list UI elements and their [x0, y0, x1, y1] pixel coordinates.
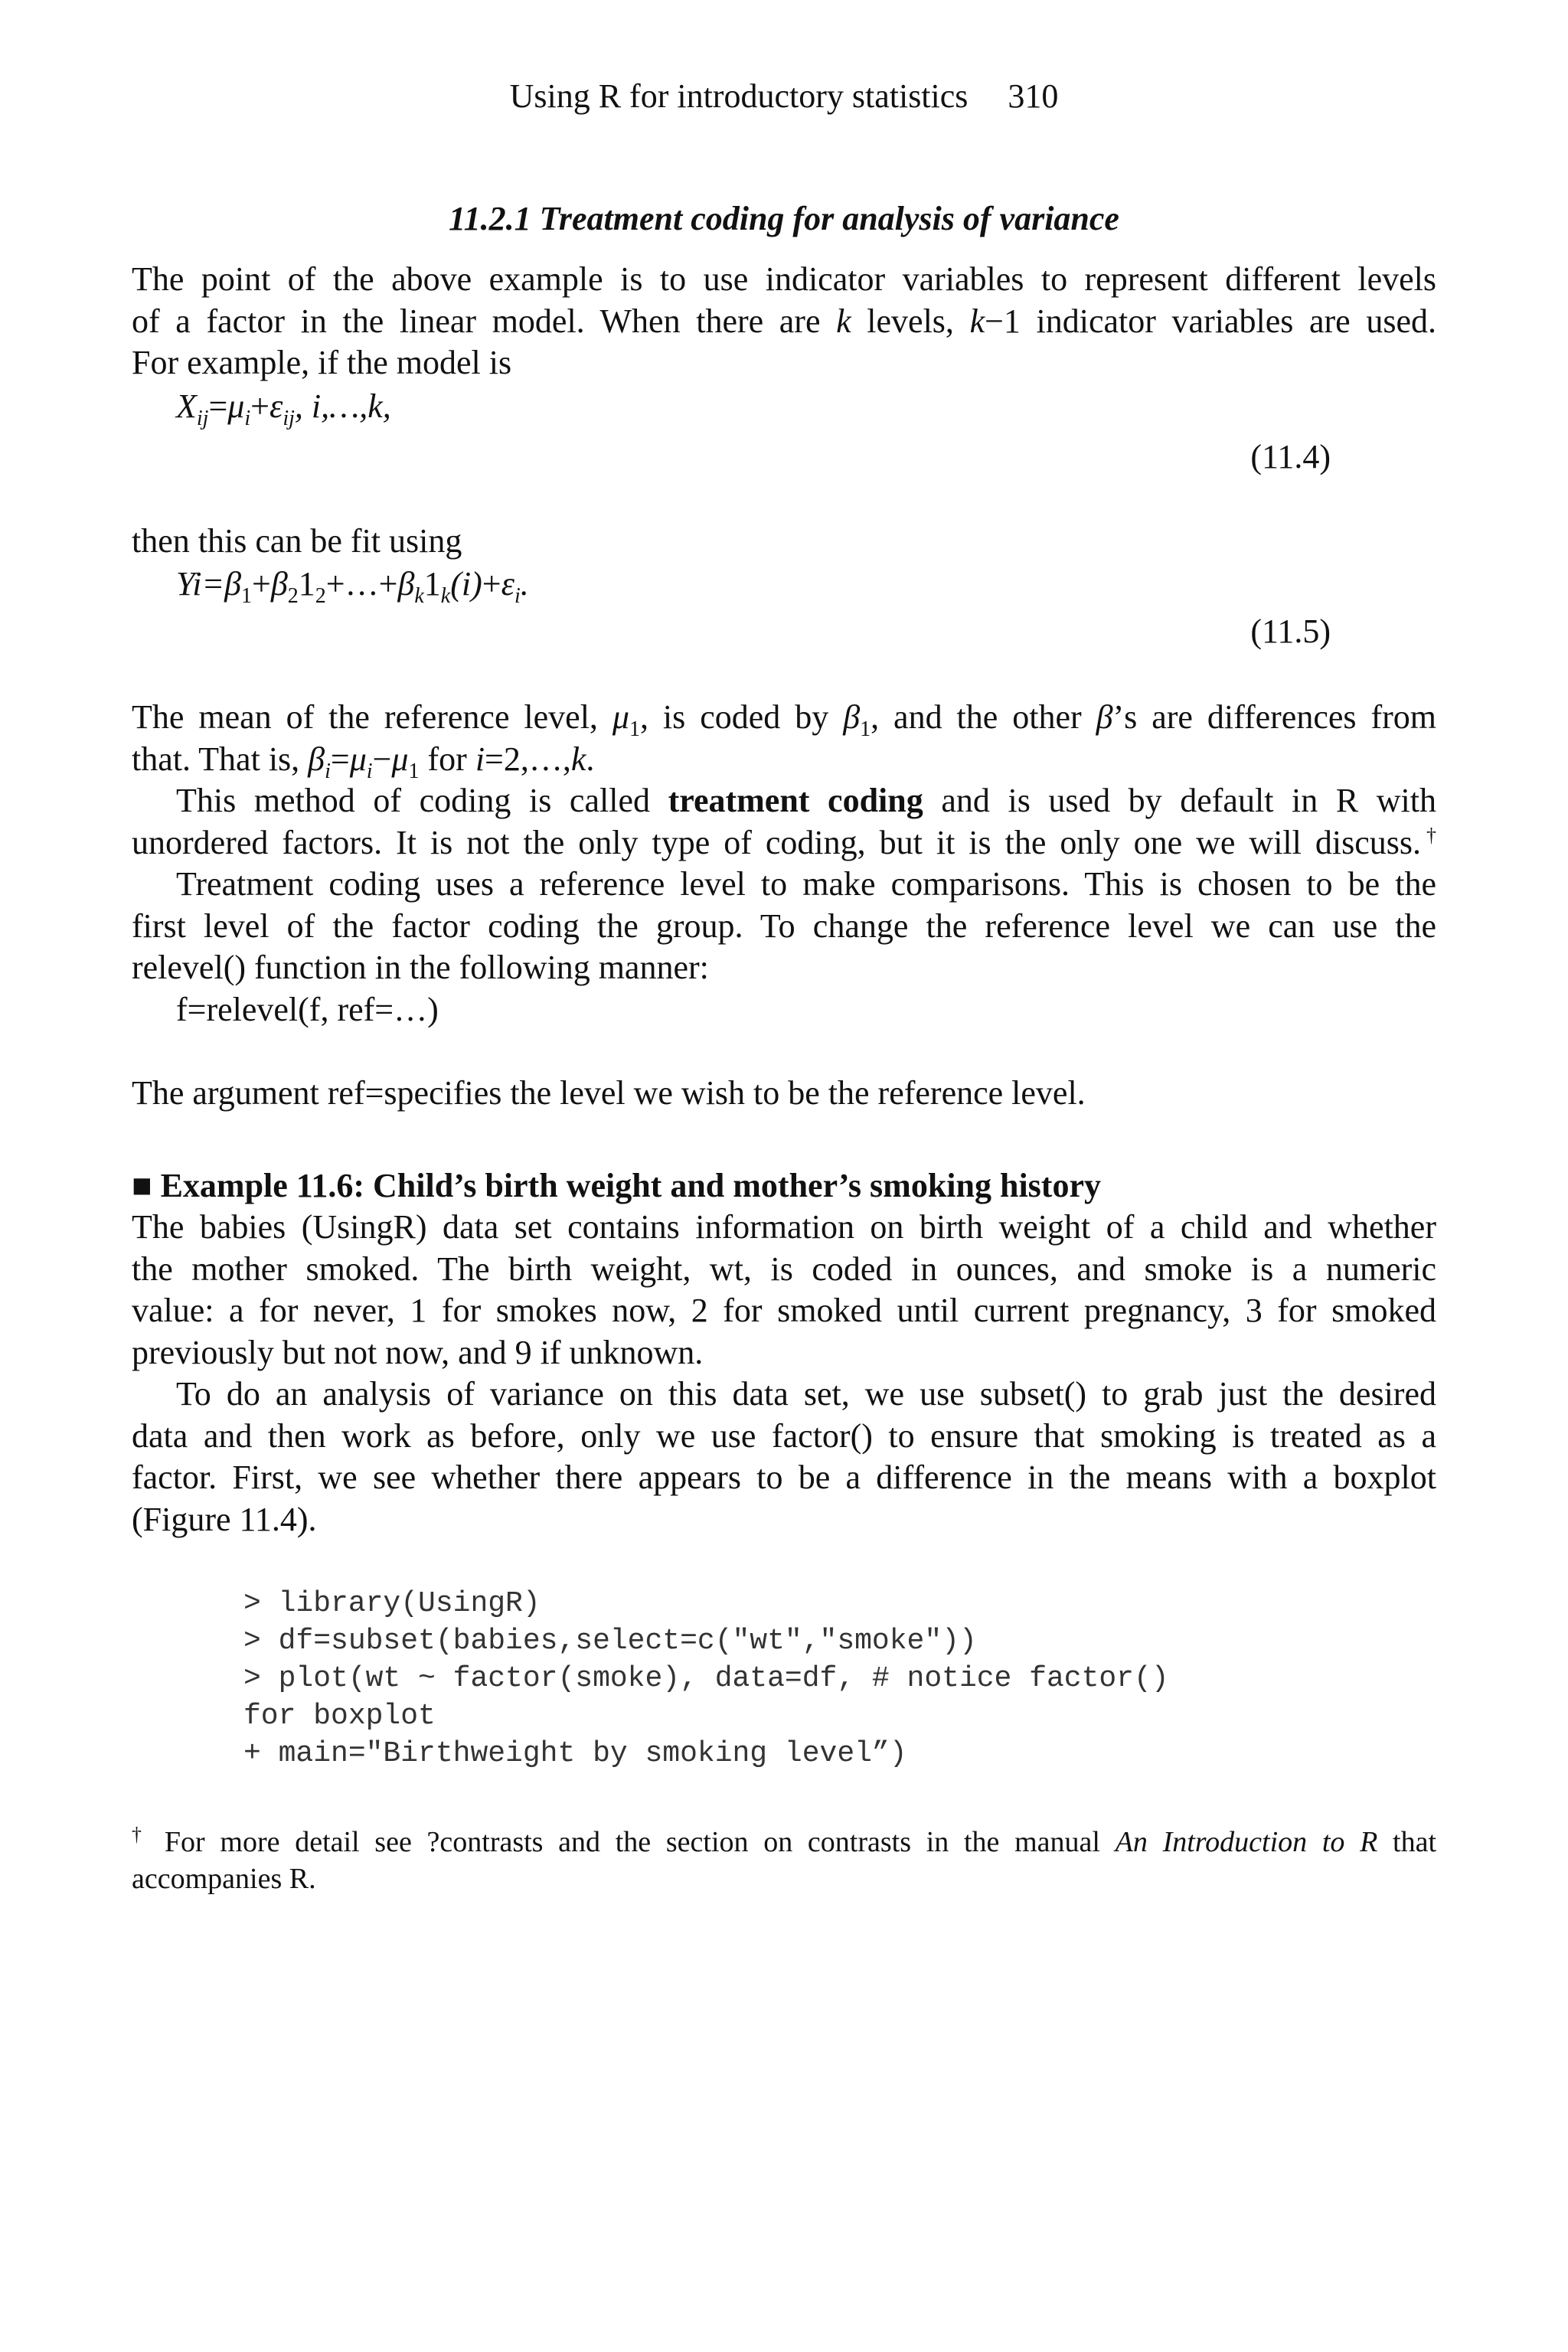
eq-subscript: i — [514, 583, 521, 608]
text-run: The mean of the reference level, — [132, 698, 612, 736]
text-line: (Figure 11.4). — [132, 1500, 317, 1538]
code-line: for boxplot — [243, 1700, 436, 1733]
footnote — [132, 1824, 1436, 1897]
eq-symbol: β — [397, 565, 415, 603]
text-run: =2,…, — [485, 740, 571, 778]
eq-subscript: k — [414, 583, 424, 608]
text-line: first level of the factor coding the group. To change the reference level we can use the — [132, 906, 1436, 945]
paragraph-then — [132, 521, 1436, 563]
eq-subscript: k — [440, 583, 451, 608]
symbol-beta: β — [843, 698, 861, 736]
eq-symbol: + — [250, 387, 270, 425]
eq-symbol: +…+ — [325, 565, 398, 603]
text-line — [132, 739, 1436, 781]
running-head — [0, 74, 1568, 119]
text-line: value: a for never, 1 for smokes now, 2 for smoked until current pregnancy, 3 for smoked — [132, 1292, 1436, 1329]
inline-code-line: f=relevel(f, ref=…) — [176, 990, 439, 1028]
eq-symbol: = — [208, 387, 228, 425]
text-run: , and the other — [871, 698, 1096, 736]
section-heading: 11.2.1 Treatment coding for analysis of variance — [449, 200, 1119, 237]
text-line: To do an analysis of variance on this data set, we use subset() to grab just the desired — [176, 1375, 1436, 1413]
equation-11-5 — [176, 564, 529, 608]
text-line: The babies (UsingR) data set contains information on birth weight of a child and whether — [132, 1208, 1436, 1246]
text-line — [132, 301, 1436, 343]
paragraph-babies — [132, 1207, 1436, 1540]
subscript: 1 — [629, 717, 640, 741]
text-run: that. That is, — [132, 740, 309, 778]
symbol-mu: μ — [349, 740, 367, 778]
text-line: Treatment coding uses a reference level to make comparisons. This is chosen to be the — [176, 865, 1436, 903]
page-number: 310 — [1008, 77, 1059, 115]
eq-subscript: 2 — [315, 583, 326, 608]
footnote-line — [132, 1824, 1436, 1860]
text-run: −1 indicator variables are used. — [985, 302, 1436, 340]
symbol-mu: μ — [391, 740, 409, 778]
equation-number: (11.4) — [1250, 438, 1331, 475]
text-run: ’s are differences from — [1112, 698, 1436, 736]
eq-symbol: ε — [269, 387, 283, 425]
text-run: levels, — [851, 302, 970, 340]
bold-term: treatment coding — [668, 782, 923, 819]
eq-subscript: 1 — [241, 583, 253, 608]
footnote-marker: † — [132, 1823, 150, 1846]
eq-symbol: β — [224, 565, 242, 603]
book-title: An Introduction to R — [1115, 1826, 1378, 1858]
equation-11-4 — [176, 386, 391, 430]
eq-symbol: 1 — [423, 565, 441, 603]
text-line — [132, 780, 1436, 822]
text-run: This method of coding is called — [176, 782, 668, 819]
variable-i: i — [475, 740, 485, 778]
eq-symbol: , i,…,k, — [294, 387, 391, 425]
footnote-line: accompanies R. — [132, 1863, 316, 1895]
text-line: factor. First, we see whether there appears to be a difference in the means with a boxplot — [132, 1459, 1436, 1496]
eq-subscript: 2 — [287, 583, 299, 608]
eq-symbol: 1 — [298, 565, 315, 603]
example-title: Example 11.6: Child’s birth weight and mother’s smoking history — [160, 1167, 1101, 1204]
text-line: previously but not now, and 9 if unknown. — [132, 1333, 704, 1371]
example-heading — [132, 1165, 1101, 1207]
text-line: For example, if the model is — [132, 344, 512, 381]
symbol-beta: β — [308, 740, 325, 778]
text-run: For more detail see ?contrasts and the section on contrasts in the manual — [149, 1826, 1116, 1858]
text-line — [132, 697, 1436, 739]
text-run: that — [1377, 1826, 1437, 1858]
eq-subscript: ij — [196, 406, 209, 430]
eq-symbol: μ — [227, 387, 245, 425]
eq-symbol: ε — [501, 565, 514, 603]
eq-symbol: + — [482, 565, 501, 603]
eq-symbol: (i) — [450, 565, 482, 603]
symbol-mu: μ — [612, 698, 629, 736]
eq-symbol: X — [176, 387, 197, 425]
text-run: − — [372, 740, 392, 778]
eq-subscript: ij — [283, 406, 295, 430]
variable-k: k — [570, 740, 586, 778]
text-line: data and then work as before, only we use factor() to ensure that smoking is treated as a — [132, 1416, 1436, 1455]
paragraph-intro — [132, 259, 1436, 384]
text-run: and is used by default in R with — [923, 782, 1436, 819]
subscript: i — [325, 759, 331, 783]
eq-symbol: Yi= — [176, 565, 225, 603]
text-line — [132, 822, 1436, 864]
subscript: 1 — [860, 717, 871, 741]
text-run: = — [330, 740, 350, 778]
variable-k: k — [836, 302, 851, 340]
text-run: unordered factors. It is not the only type of coding, but it is the only one we will discuss. — [132, 823, 1421, 861]
text-line: The argument ref=specifies the level we wish to be the reference level. — [132, 1073, 1086, 1112]
code-line: > df=subset(babies,select=c("wt","smoke")) — [243, 1625, 977, 1658]
example-marker: ■ — [132, 1167, 152, 1204]
eq-symbol: . — [520, 565, 529, 603]
text-run: , is coded by — [639, 698, 844, 736]
subscript: 1 — [408, 759, 420, 783]
text-line: the mother smoked. The birth weight, wt, is coded in ounces, and smoke is a numeric — [132, 1250, 1436, 1288]
code-line: > plot(wt ~ factor(smoke), data=df, # notice factor() — [243, 1662, 1169, 1695]
symbol-beta: β — [1096, 698, 1113, 736]
code-block — [243, 1585, 1169, 1772]
footnote-marker: † — [1421, 823, 1436, 846]
subscript: i — [366, 759, 373, 783]
text-line: then this can be fit using — [132, 522, 462, 560]
eq-symbol: β — [270, 565, 288, 603]
code-line: > library(UsingR) — [243, 1587, 541, 1620]
code-line: + main="Birthweight by smoking level”) — [243, 1737, 907, 1770]
text-run: . — [586, 740, 595, 778]
text-run: for — [419, 740, 475, 778]
blank-line — [132, 1031, 1436, 1073]
paragraph-reference-level — [132, 697, 1436, 1114]
eq-symbol: + — [252, 565, 271, 603]
text-line: The point of the above example is to use indicator variables to represent different levels — [132, 260, 1436, 298]
text-run: of a factor in the linear model. When there are — [132, 302, 837, 340]
variable-k: k — [969, 302, 985, 340]
eq-subscript: i — [244, 406, 251, 430]
running-head-title: Using R for introductory statistics — [509, 77, 969, 115]
text-line: relevel() function in the following manner: — [132, 949, 709, 986]
equation-number: (11.5) — [1250, 612, 1331, 650]
